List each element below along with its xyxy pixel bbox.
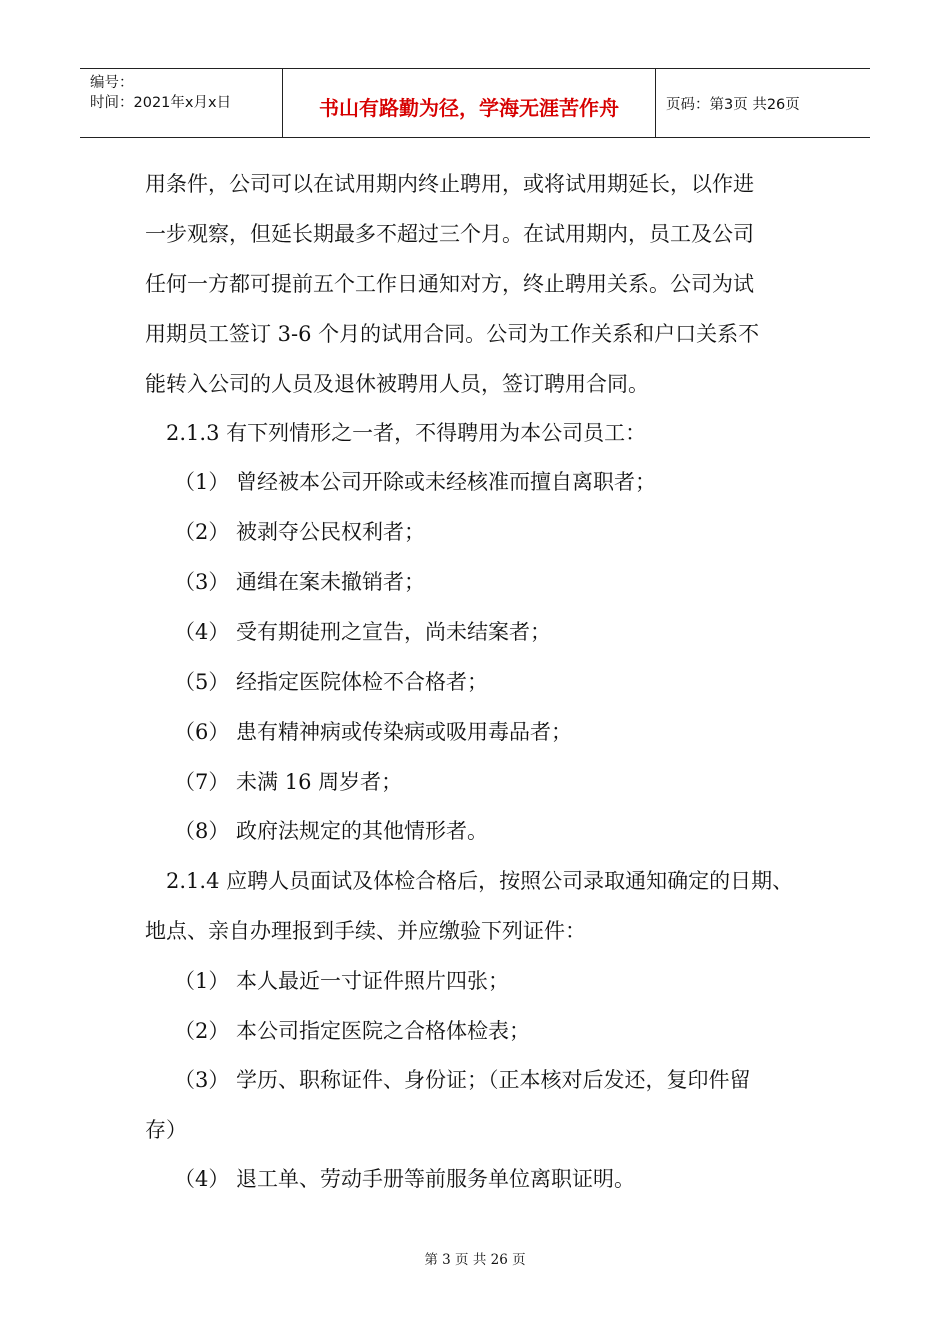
body-line: 一步观察，但延长期最多不超过三个月。在试用期内，员工及公司 [145,222,754,246]
list-item: （1） 曾经被本公司开除或未经核准而擅自离职者； [174,470,657,494]
header-motto-cell [283,69,656,137]
list-item: （6） 患有精神病或传染病或吸用毒品者； [174,720,573,744]
list-item: （7） 未满 16 周岁者； [174,770,403,794]
list-item: （2） 被剥夺公民权利者； [174,520,426,544]
motto-text: 书山有路勤为径，学海无涯苦作舟 [319,96,619,120]
header-page-cell [656,69,870,137]
list-item: （4） 受有期徒刑之宣告，尚未结案者； [174,620,552,644]
list-item-continuation: 存） [145,1118,187,1142]
section-heading-2-1-3: 2.1.3 有下列情形之一者，不得聘用为本公司员工： [166,421,647,445]
body-line: 能转入公司的人员及退休被聘用人员，签订聘用合同。 [145,372,649,396]
body-line: 用期员工签订 3-6 个月的试用合同。公司为工作关系和户口关系不 [145,322,760,346]
section-heading-2-1-4: 2.1.4 应聘人员面试及体检合格后，按照公司录取通知确定的日期、 [166,869,794,893]
body-line: 任何一方都可提前五个工作日通知对方，终止聘用关系。公司为试 [145,272,754,296]
page-code-label: 页码：第3页 共26页 [666,97,800,113]
document-number-label: 编号： [90,75,134,91]
page-footer: 第 3 页 共 26 页 [424,1252,526,1268]
page-header [80,68,870,138]
list-item: （8） 政府法规定的其他情形者。 [174,819,489,843]
list-item: （5） 经指定医院体检不合格者； [174,670,489,694]
list-item: （4） 退工单、劳动手册等前服务单位离职证明。 [174,1167,636,1191]
header-info-cell [80,69,283,137]
body-line: 地点、亲自办理报到手续、并应缴验下列证件： [145,919,586,943]
list-item: （3） 学历、职称证件、身份证；（正本核对后发还，复印件留 [174,1068,751,1092]
list-item: （2） 本公司指定医院之合格体检表； [174,1019,531,1043]
list-item: （3） 通缉在案未撤销者； [174,570,426,594]
list-item: （1） 本人最近一寸证件照片四张； [174,969,510,993]
document-time-label: 时间：2021年x月x日 [90,95,232,111]
body-line: 用条件，公司可以在试用期内终止聘用，或将试用期延长，以作进 [145,172,754,196]
